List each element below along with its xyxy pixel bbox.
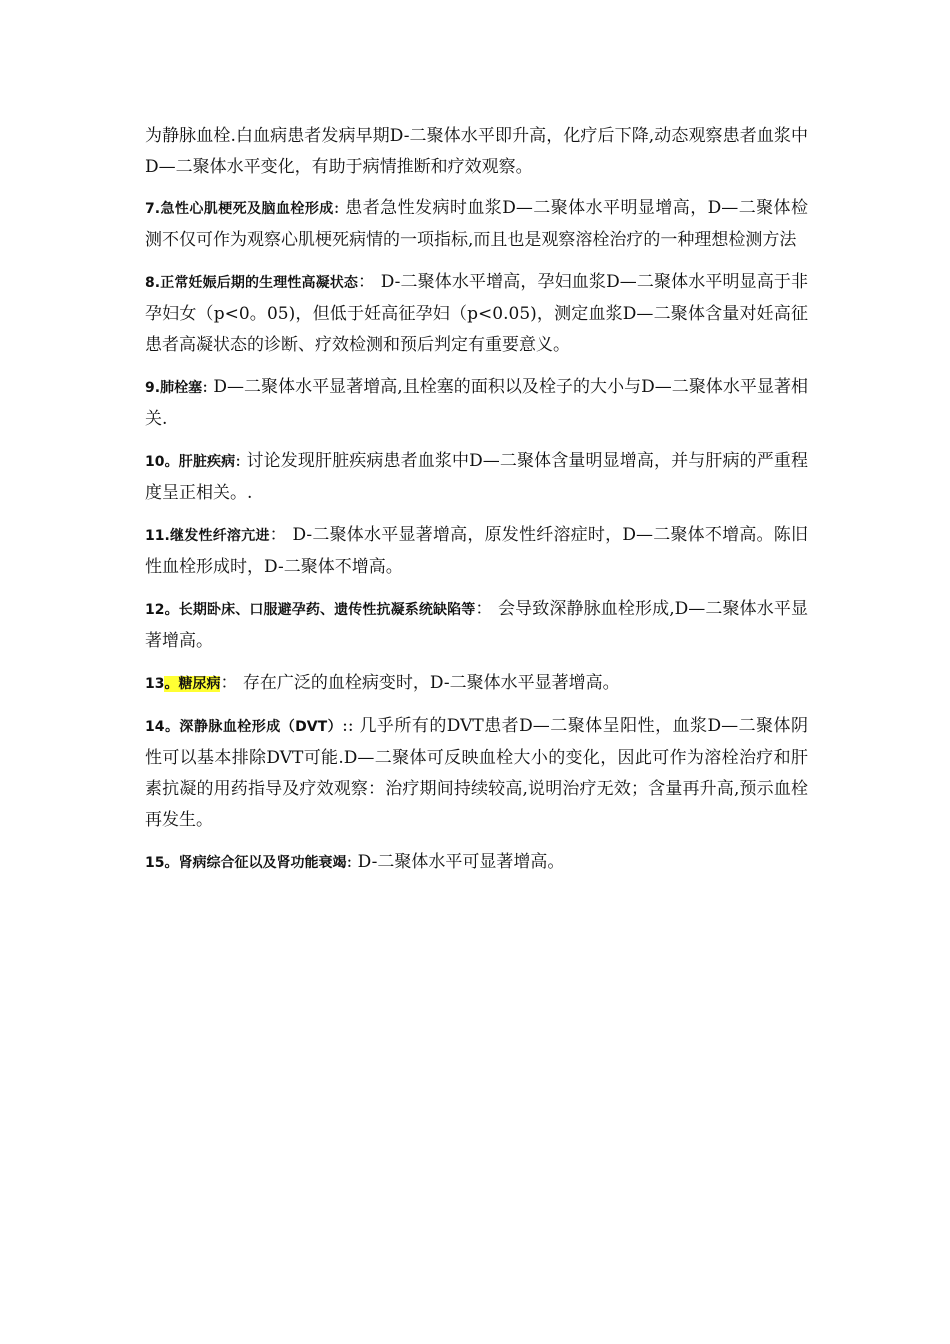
item-separator: ：	[269, 525, 293, 545]
item-separator: ：	[220, 673, 243, 693]
highlighted-heading: 。糖尿病	[164, 676, 221, 692]
paragraph-item-11	[145, 520, 808, 583]
item-heading: 12。长期卧床、口服避孕药、遗传性抗凝系统缺陷等	[145, 602, 476, 618]
paragraph-item-9	[145, 372, 808, 435]
item-separator: :	[202, 377, 214, 397]
item-separator: ：	[358, 272, 381, 292]
item-text: D—二聚体水平显著增高,且栓塞的面积以及栓子的大小与D—二聚体水平显著相关.	[145, 377, 808, 429]
paragraph-item-8	[145, 267, 808, 361]
item-text: 患者急性发病时血浆D—二聚体水平明显增高，D—二聚体检测不仅可作为观察心肌梗死病情的一项指标,而且也是观察溶栓治疗的一种理想检测方法	[145, 198, 808, 250]
item-text: 几乎所有的DVT患者D—二聚体呈阳性，血浆D—二聚体阴性可以基本排除DVT可能.D—二聚体可反映血栓大小的变化，因此可作为溶栓治疗和肝素抗凝的用药指导及疗效观察：治疗期间持续较高,说明治疗无效；含量再升高,预示血栓再发生。	[145, 716, 808, 830]
item-text: 存在广泛的血栓病变时，D-二聚体水平显著增高。	[242, 673, 620, 693]
item-heading: 14。深静脉血栓形成（DVT）	[145, 719, 343, 735]
item-separator: :	[235, 451, 247, 471]
item-heading: 7.急性心肌梗死及脑血栓形成	[145, 201, 334, 217]
item-text: 会导致深静脉血栓形成,D—二聚体水平显著增高。	[145, 599, 808, 651]
item-text: D-二聚体水平增高，孕妇血浆D—二聚体水平明显高于非孕妇女（p<0。05)，但低于妊高征孕妇（p<0.05)，测定血浆D—二聚体含量对妊高征患者高凝状态的诊断、疗效检测和预后判定有重要意义。	[145, 272, 808, 355]
paragraph-item-13	[145, 668, 808, 700]
paragraph-item-10	[145, 446, 808, 509]
item-heading: 15。肾病综合征以及肾功能衰竭	[145, 855, 347, 871]
item-separator: ::	[342, 716, 360, 736]
item-heading-number: 13	[145, 676, 165, 692]
item-text: 讨论发现肝脏疾病患者血浆中D—二聚体含量明显增高，并与肝病的严重程度呈正相关。.	[145, 451, 808, 503]
item-heading: 11.继发性纤溶亢进	[145, 528, 270, 544]
paragraph-item-15	[145, 847, 808, 879]
paragraph-item-12	[145, 594, 808, 657]
paragraph-item-14	[145, 711, 808, 836]
item-heading: 10。肝脏疾病	[145, 454, 236, 470]
item-separator: :	[333, 198, 346, 218]
paragraph-item-7	[145, 193, 808, 256]
item-text: D-二聚体水平可显著增高。	[357, 852, 565, 872]
document-body	[145, 121, 808, 890]
item-heading: 9.肺栓塞	[145, 380, 203, 396]
paragraph-text: 为静脉血栓.白血病患者发病早期D-二聚体水平即升高，化疗后下降,动态观察患者血浆中D—二聚体水平变化，有助于病情推断和疗效观察。	[145, 126, 808, 177]
paragraph-leukemia-continuation	[145, 121, 808, 183]
item-separator: ：	[475, 599, 498, 619]
item-heading: 8.正常妊娠后期的生理性高凝状态	[145, 275, 359, 291]
item-text: D-二聚体水平显著增高，原发性纤溶症时，D—二聚体不增高。陈旧性血栓形成时，D-二聚体不增高。	[145, 525, 808, 577]
item-separator: :	[346, 852, 358, 872]
